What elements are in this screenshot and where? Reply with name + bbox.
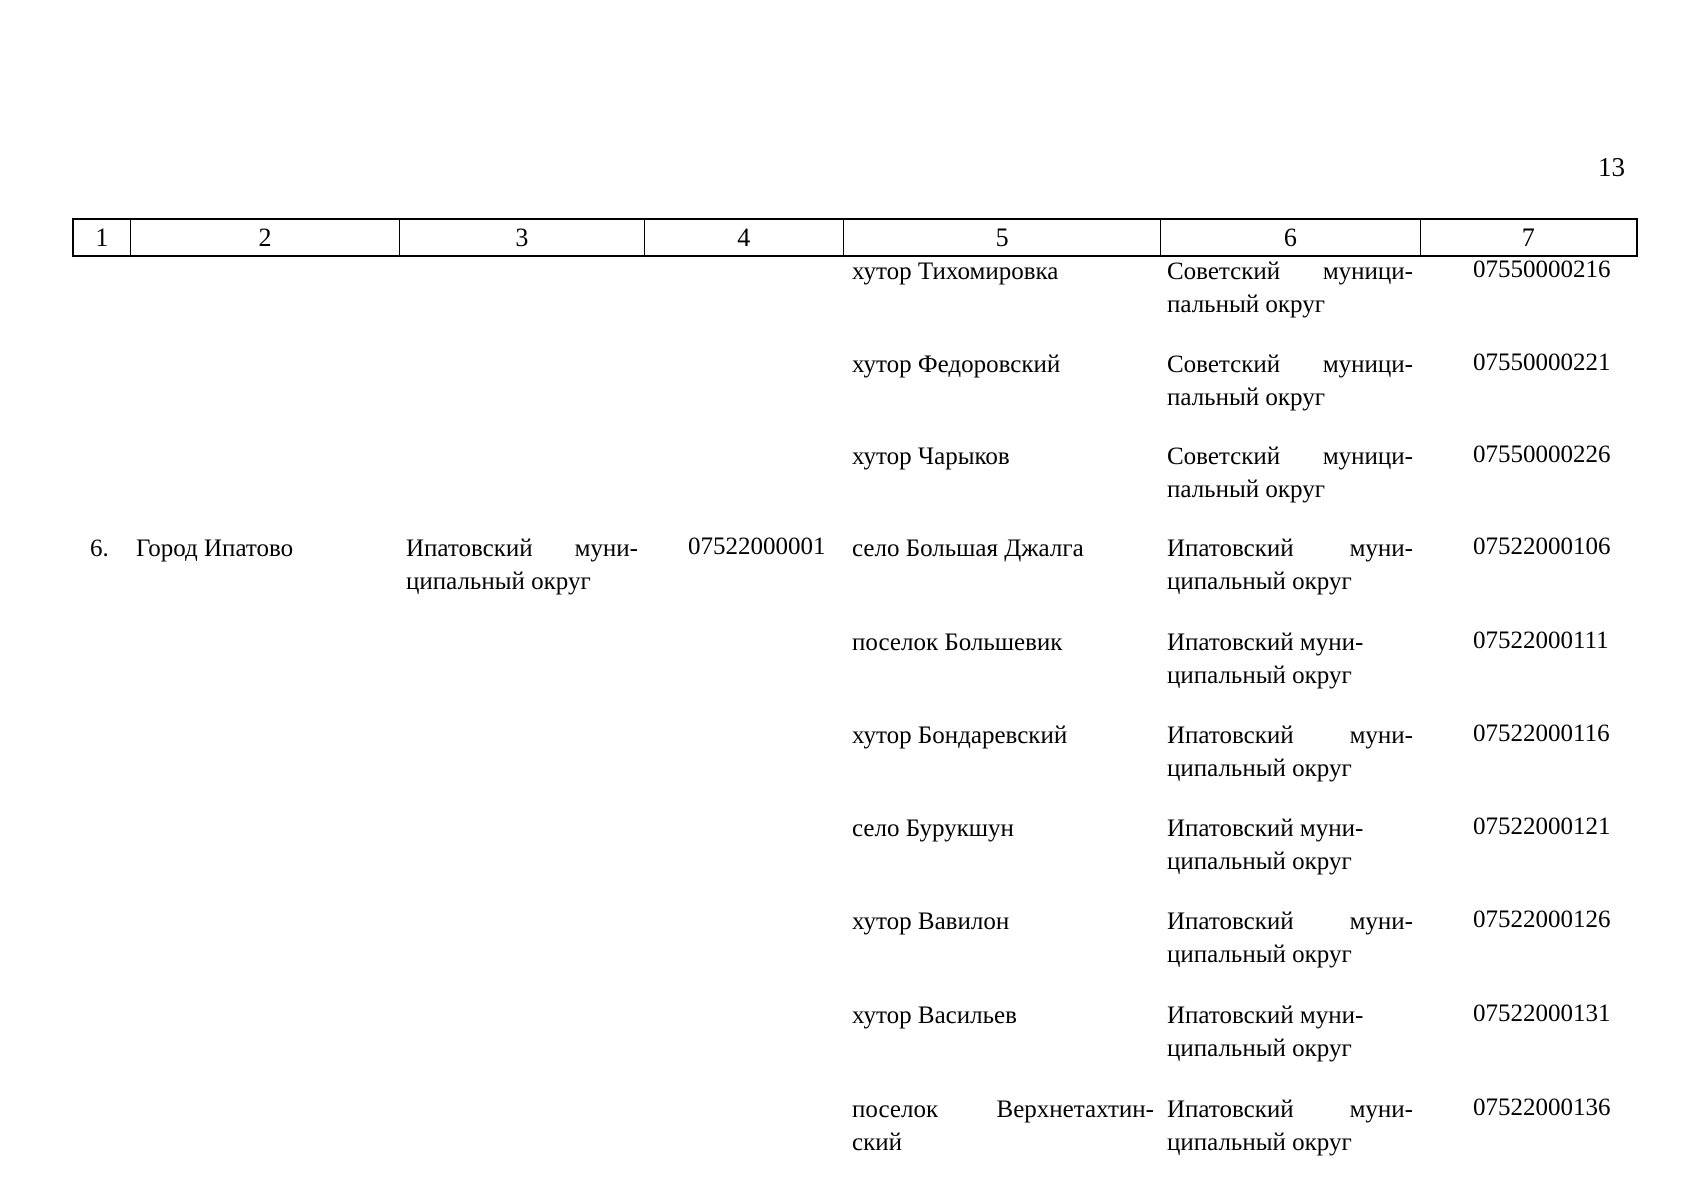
district-word-a: Советский bbox=[1167, 258, 1281, 285]
district-last-word-a: Ипатовский bbox=[1167, 1096, 1294, 1123]
district-line1 bbox=[1167, 255, 1413, 288]
table-header bbox=[72, 218, 1638, 257]
district-word-a: Советский bbox=[1167, 443, 1281, 470]
district-word-b: муни- bbox=[574, 535, 638, 562]
locality-name: село Бурукшун bbox=[852, 815, 1014, 842]
locality-name: поселок Большевик bbox=[852, 629, 1063, 656]
district-word-b: муни- bbox=[1349, 535, 1413, 562]
district-last-line2: ципальный округ bbox=[1167, 1129, 1352, 1156]
district-line1 bbox=[1167, 626, 1413, 659]
code-last: 07522000136 bbox=[1473, 1094, 1611, 1121]
oktmo-code: 07522000121 bbox=[1473, 813, 1611, 840]
district-word-b: муни- bbox=[1349, 908, 1413, 935]
municipal-district-line2: ципальный округ bbox=[406, 568, 591, 595]
locality-name: хутор Вавилон bbox=[852, 908, 1010, 935]
locality-last-line1 bbox=[852, 1093, 1154, 1126]
oktmo-code: 07550000216 bbox=[1473, 256, 1611, 283]
district-line2: ципальный округ bbox=[1167, 755, 1352, 782]
page-number: 13 bbox=[1598, 152, 1625, 182]
locality-name: село Большая Джалга bbox=[852, 535, 1084, 562]
district-line2: ципальный округ bbox=[1167, 941, 1352, 968]
header-col-4: 4 bbox=[645, 220, 844, 255]
district-word-b: муници- bbox=[1322, 443, 1413, 470]
district-word-a: Ипатовский bbox=[406, 535, 533, 562]
oktmo-code: 07522000116 bbox=[1473, 720, 1610, 747]
district-line2: ципальный округ bbox=[1167, 1035, 1352, 1062]
district-line1 bbox=[1167, 348, 1413, 381]
district-line2: пальный округ bbox=[1167, 476, 1325, 503]
oktmo-code: 07522000111 bbox=[1473, 627, 1609, 654]
header-col-7: 7 bbox=[1521, 222, 1535, 252]
header-col-2: 2 bbox=[131, 220, 400, 255]
district-word-a: Ипатовский bbox=[1167, 535, 1294, 562]
oktmo-code: 07522000001 bbox=[688, 533, 826, 560]
district-word-a: Ипатовский bbox=[1167, 908, 1294, 935]
district-line1 bbox=[1167, 999, 1413, 1032]
district-last-word-b: муни- bbox=[1349, 1096, 1413, 1123]
header-col-1: 1 bbox=[74, 220, 131, 255]
district-line1 bbox=[1167, 905, 1413, 938]
district-line2: ципальный округ bbox=[1167, 568, 1352, 595]
header-col-6: 6 bbox=[1161, 220, 1420, 255]
locality-name: хутор Тихомировка bbox=[852, 258, 1059, 285]
district-word-a: Ипатовский муни- bbox=[1167, 1002, 1364, 1029]
district-line1 bbox=[1167, 812, 1413, 845]
district-word-a: Ипатовский муни- bbox=[1167, 815, 1364, 842]
district-line2: ципальный округ bbox=[1167, 662, 1352, 689]
district-word-a: Ипатовский bbox=[1167, 722, 1294, 749]
district-last-line1 bbox=[1167, 1093, 1413, 1126]
header-col-3: 3 bbox=[400, 220, 644, 255]
district-line2: пальный округ bbox=[1167, 291, 1325, 318]
locality-name: хутор Федоровский bbox=[852, 351, 1061, 378]
district-word-b: муници- bbox=[1322, 258, 1413, 285]
district-word-b: муници- bbox=[1322, 351, 1413, 378]
locality-name: хутор Чарыков bbox=[852, 443, 1010, 470]
locality-last-word-b: Верхнетахтин- bbox=[996, 1096, 1154, 1123]
district-word-a: Советский bbox=[1167, 351, 1281, 378]
header-col-5: 5 bbox=[844, 220, 1161, 255]
oktmo-code: 07550000226 bbox=[1473, 441, 1611, 468]
locality-name: хутор Бондаревский bbox=[852, 722, 1068, 749]
oktmo-code: 07522000126 bbox=[1473, 906, 1611, 933]
district-line1 bbox=[1167, 719, 1413, 752]
district-line2: пальный округ bbox=[1167, 384, 1325, 411]
row-number: 6. bbox=[90, 535, 109, 562]
municipality-name: Город Ипатово bbox=[136, 535, 294, 562]
district-line1 bbox=[1167, 440, 1413, 473]
oktmo-code: 07522000106 bbox=[1473, 533, 1611, 560]
district-word-a: Ипатовский муни- bbox=[1167, 629, 1364, 656]
locality-last-word-a: поселок bbox=[852, 1096, 939, 1123]
municipal-district-line1 bbox=[406, 532, 638, 565]
locality-last-line2: ский bbox=[852, 1129, 902, 1156]
district-line1 bbox=[1167, 532, 1413, 565]
district-line2: ципальный округ bbox=[1167, 848, 1352, 875]
oktmo-code: 07522000131 bbox=[1473, 1000, 1611, 1027]
locality-name: хутор Васильев bbox=[852, 1002, 1017, 1029]
district-word-b: муни- bbox=[1349, 722, 1413, 749]
oktmo-code: 07550000221 bbox=[1473, 349, 1611, 376]
